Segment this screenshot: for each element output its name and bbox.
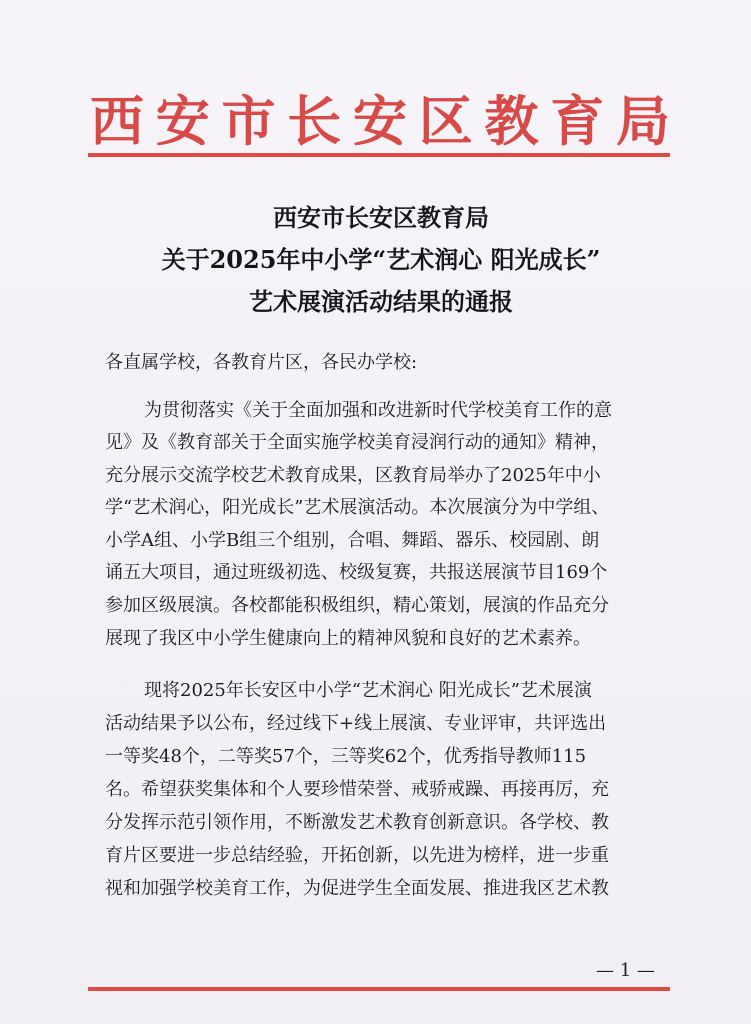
- doc-title-line-2: 关于2025年中小学“艺术润心 阳光成长”: [161, 245, 601, 274]
- letterhead-char: 安: [353, 88, 407, 153]
- paragraph-2-line: 分发挥示范引领作用，不断激发艺术教育创新意识。各学校、教: [105, 812, 609, 833]
- letterhead-char: 区: [418, 88, 473, 153]
- letterhead-char: 长: [287, 88, 342, 153]
- footer-divider: [88, 987, 670, 991]
- letterhead-title: [90, 82, 670, 152]
- page-number: — 1 —: [596, 960, 655, 981]
- letterhead-char: 西: [90, 88, 144, 153]
- paragraph-1-line: 为贯彻落实《关于全面加强和改进新时代学校美育工作的意: [144, 400, 612, 421]
- doc-title-line-1: 西安市长安区教育局: [273, 203, 489, 232]
- paragraph-2-line: 活动结果予以公布，经过线下+线上展演、专业评审，共评选出: [105, 713, 607, 734]
- paragraph-2-line: 一等奖48个，二等奖57个，三等奖62个，优秀指导教师115: [105, 746, 587, 767]
- letterhead-char: 市: [221, 88, 276, 153]
- paragraph-2-line: 视和加强学校美育工作，为促进学生全面发展、推进我区艺术教: [105, 878, 609, 899]
- doc-title-line-3: 艺术展演活动结果的通报: [249, 287, 513, 316]
- paragraph-1-line: 诵五大项目，通过班级初选、校级复赛，共报送展演节目169个: [105, 562, 608, 583]
- paragraph-2-line: 名。希望获奖集体和个人要珍惜荣誉、戒骄戒躁、再接再厉，充: [105, 779, 609, 800]
- letterhead-char: 局: [616, 88, 670, 153]
- paragraph-1-line: 小学A组、小学B组三个组别，合唱、舞蹈、器乐、校园剧、朗: [105, 530, 600, 551]
- letterhead-char: 教: [484, 88, 539, 153]
- paragraph-1-line: 展现了我区中小学生健康向上的精神风貌和良好的艺术素养。: [105, 628, 591, 649]
- paragraph-1-line: 参加区级展演。各校都能积极组织，精心策划，展演的作品充分: [105, 595, 609, 616]
- salutation: 各直属学校，各教育片区，各民办学校:: [105, 352, 418, 373]
- paragraph-1-line: 学“艺术润心，阳光成长”艺术展演活动。本次展演分为中学组、: [105, 497, 610, 518]
- paragraph-2-line: 育片区要进一步总结经验，开拓创新，以先进为榜样，进一步重: [105, 845, 609, 866]
- letterhead-divider: [88, 153, 670, 157]
- letterhead-char: 安: [155, 88, 210, 153]
- paragraph-1-line: 充分展示交流学校艺术教育成果，区教育局举办了2025年中小: [105, 465, 601, 486]
- paragraph-1-line: 见》及《教育部关于全面实施学校美育浸润行动的通知》精神，: [105, 432, 609, 453]
- paragraph-2-line: 现将2025年长安区中小学“艺术润心 阳光成长”艺术展演: [144, 680, 592, 701]
- letterhead-char: 育: [550, 88, 605, 153]
